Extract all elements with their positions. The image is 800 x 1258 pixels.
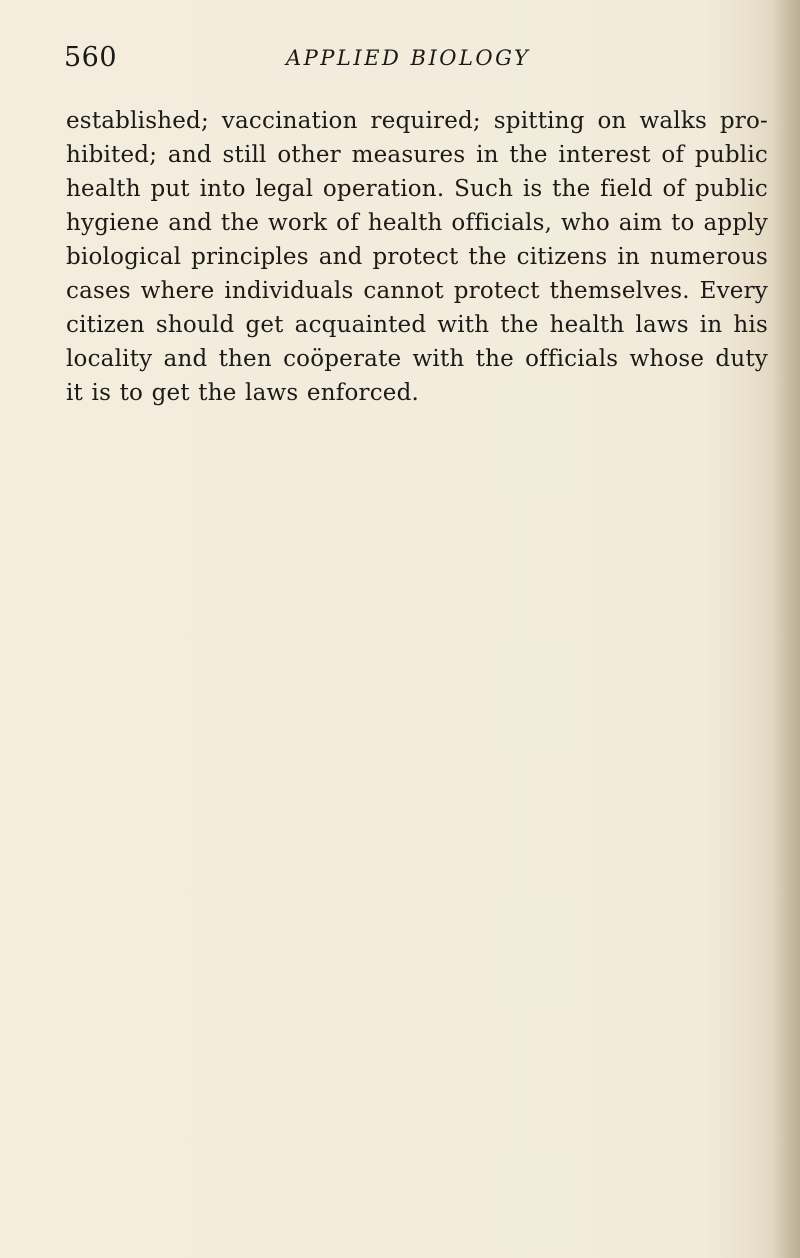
page-header bbox=[64, 42, 764, 82]
page-number: 560 bbox=[64, 42, 118, 73]
body-paragraph: established; vaccination required; spitting on walks pro-hibited; and still other measures in the interest of public health put into legal operation. Such is the field of public hygiene and the work of health officials, who aim to apply biological principles and protect the citizens in numerous cases where individuals cannot protect themselves. Every citizen should get acquainted with the health laws in his locality and then coöperate with the officials whose duty it is to get the laws enforced. bbox=[66, 108, 768, 406]
page-edge-shadow bbox=[772, 0, 800, 1258]
running-head: APPLIED BIOLOGY bbox=[286, 46, 531, 70]
